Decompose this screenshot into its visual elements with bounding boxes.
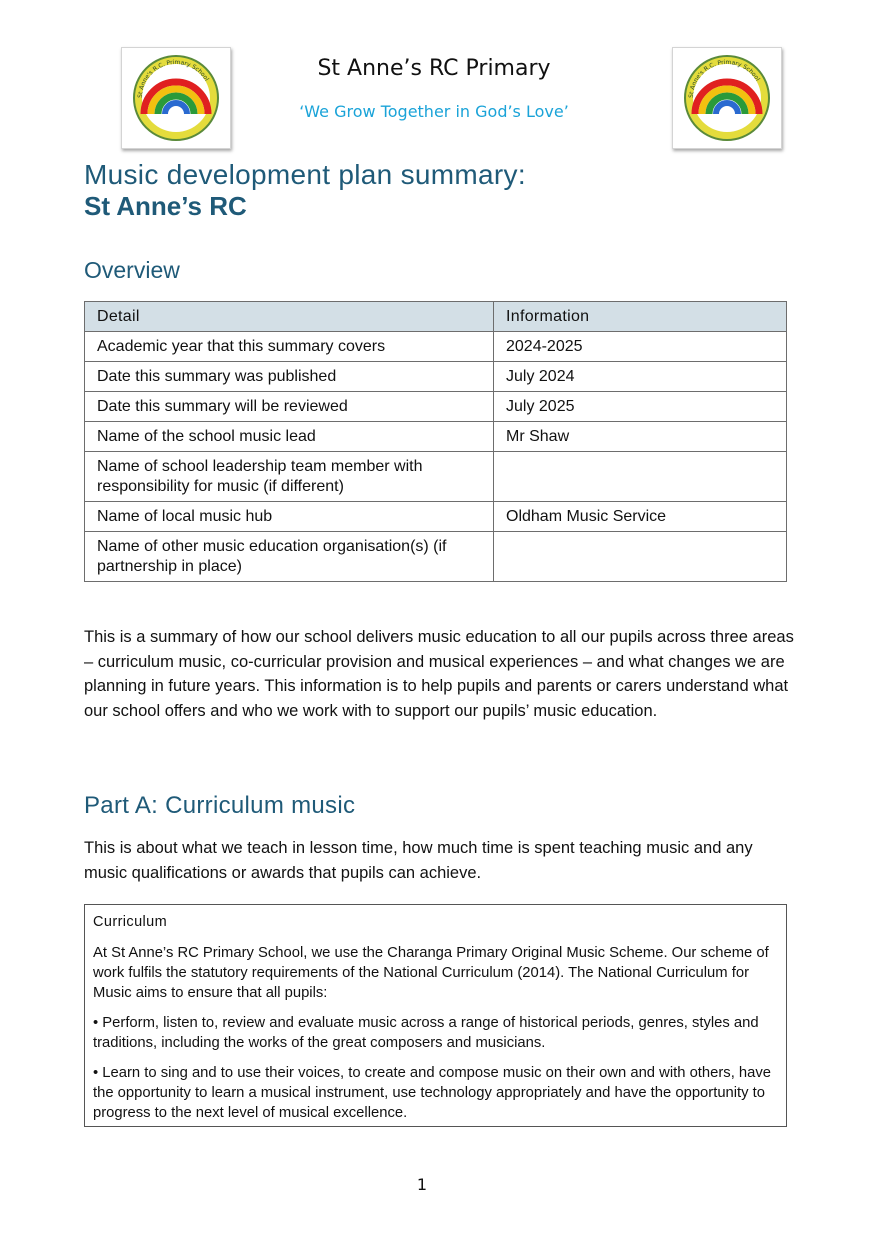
detail-cell: Name of school leadership team member with responsibility for music (if different) — [85, 452, 494, 502]
part-a-heading: Part A: Curriculum music — [84, 792, 356, 819]
part-a-description: This is about what we teach in lesson time, how much time is spent teaching music and any music qualifications or awards that pupils can achieve. — [84, 839, 753, 882]
overview-heading: Overview — [84, 257, 180, 283]
information-cell: July 2025 — [494, 392, 787, 422]
column-header-information: Information — [494, 302, 787, 332]
detail-cell: Date this summary will be reviewed — [85, 392, 494, 422]
curriculum-box-title: Curriculum — [93, 914, 168, 930]
detail-cell: Date this summary was published — [85, 362, 494, 392]
curriculum-box — [84, 904, 787, 1127]
intro-paragraph: This is a summary of how our school delivers music education to all our pupils across three areas – curriculum music, co-curricular provision and musical experiences – and what changes we are planning in future years. This information is to help pupils and parents or carers understand what our school offers and who we work with to support our pupils’ music education. — [84, 628, 794, 720]
table-row — [85, 332, 787, 362]
table-row — [85, 532, 787, 582]
detail-cell: Name of other music education organisation(s) (if partnership in place) — [85, 532, 494, 582]
school-name: St Anne’s RC Primary — [317, 56, 551, 81]
information-cell: 2024-2025 — [494, 332, 787, 362]
information-cell — [494, 532, 787, 582]
logo-right-text: St Anne's R.C. Primary School — [687, 58, 761, 99]
overview-table — [84, 301, 787, 582]
information-cell: July 2024 — [494, 362, 787, 392]
information-cell — [494, 452, 787, 502]
detail-cell: Name of local music hub — [85, 502, 494, 532]
table-row — [85, 422, 787, 452]
column-header-detail: Detail — [85, 302, 494, 332]
information-cell: Mr Shaw — [494, 422, 787, 452]
table-row — [85, 502, 787, 532]
logo-left-text: St Anne's R.C. Primary School — [136, 58, 210, 99]
information-cell: Oldham Music Service — [494, 502, 787, 532]
curriculum-bullet: • Perform, listen to, review and evaluate music across a range of historical periods, genres, styles and traditions, including the works of the great composers and musicians. — [93, 1015, 759, 1051]
curriculum-paragraph: At St Anne’s RC Primary School, we use the Charanga Primary Original Music Scheme. Our scheme of work fulfils the statutory requirements of the National Curriculum (2014). The National Curriculum for Music aims to ensure that all pupils: — [93, 945, 769, 1001]
curriculum-bullet: • Learn to sing and to use their voices, to create and compose music on their own and with others, have the opportunity to learn a musical instrument, use technology appropriately and have the opportunity to progress to the next level of musical excellence. — [93, 1065, 771, 1121]
table-row — [85, 362, 787, 392]
table-row — [85, 452, 787, 502]
table-header-row — [85, 302, 787, 332]
document-subtitle: St Anne’s RC — [84, 191, 247, 221]
table-row — [85, 392, 787, 422]
detail-cell: Academic year that this summary covers — [85, 332, 494, 362]
school-motto: ‘We Grow Together in God’s Love’ — [299, 102, 569, 121]
detail-cell: Name of the school music lead — [85, 422, 494, 452]
document-title: Music development plan summary: — [84, 159, 526, 190]
page-number: 1 — [416, 1175, 428, 1194]
